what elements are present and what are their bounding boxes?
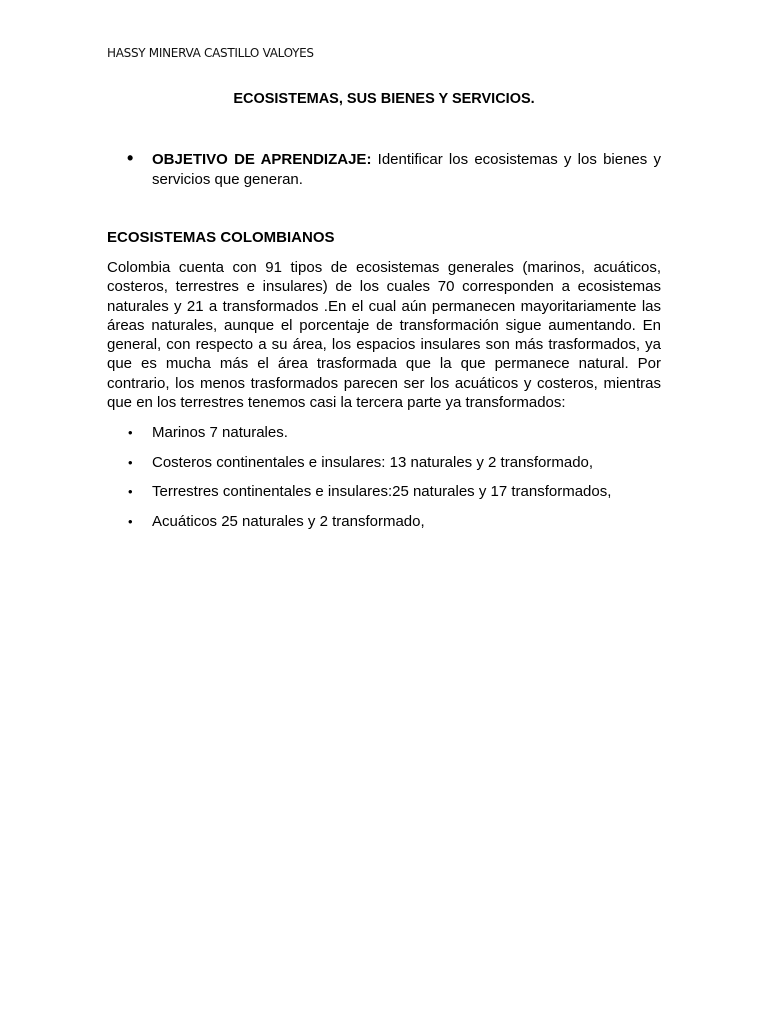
body-paragraph: Colombia cuenta con 91 tipos de ecosistemas generales (marinos, acuáticos, costeros, terrestres e insulares) de los cuales 70 corresponden a ecosistemas naturales y 21 a transformados .En el cual aún permanecen mayoritariamente las áreas naturales, aunque el porcentaje de transformación sigue aumentando. En general, con respecto a su área, los espacios insulares son más trasformados, ya que es mucha más el área trasformada que la que permanece natural. Por contrario, los menos trasformados parecen ser los acuáticos y costeros, mientras que en los terrestres tenemos casi la tercera parte ya transformados: bbox=[107, 259, 661, 412]
objective-description: Identificar los ecosistemas y los bienes y servicios que generan. bbox=[152, 151, 661, 188]
objective-label: OBJETIVO DE APRENDIZAJE: bbox=[152, 151, 372, 168]
bullet-icon: • bbox=[128, 425, 133, 440]
document-title: ECOSISTEMAS, SUS BIENES Y SERVICIOS. bbox=[233, 91, 535, 107]
section-heading: ECOSISTEMAS COLOMBIANOS bbox=[107, 229, 335, 246]
list-item-label: Costeros continentales e insulares: 13 naturales y 2 transformado, bbox=[152, 453, 594, 471]
list-item-label: Marinos 7 naturales. bbox=[152, 424, 288, 441]
list-item bbox=[107, 512, 661, 542]
ecosystem-list bbox=[107, 423, 661, 541]
objective-text bbox=[152, 150, 661, 189]
bullet-icon: • bbox=[128, 484, 133, 500]
list-item bbox=[107, 423, 661, 453]
list-item bbox=[107, 482, 661, 512]
list-item-label: Acuáticos 25 naturales y 2 transformado, bbox=[152, 512, 425, 530]
bullet-icon: • bbox=[128, 454, 133, 470]
list-item bbox=[107, 453, 661, 483]
objective-bullet-item bbox=[107, 150, 661, 189]
bullet-icon: • bbox=[128, 513, 133, 529]
list-item-label: Terrestres continentales e insulares:25 naturales y 17 transformados, bbox=[152, 483, 612, 501]
header-author: HASSY MINERVA CASTILLO VALOYES bbox=[107, 46, 314, 60]
bullet-icon: • bbox=[127, 148, 134, 168]
